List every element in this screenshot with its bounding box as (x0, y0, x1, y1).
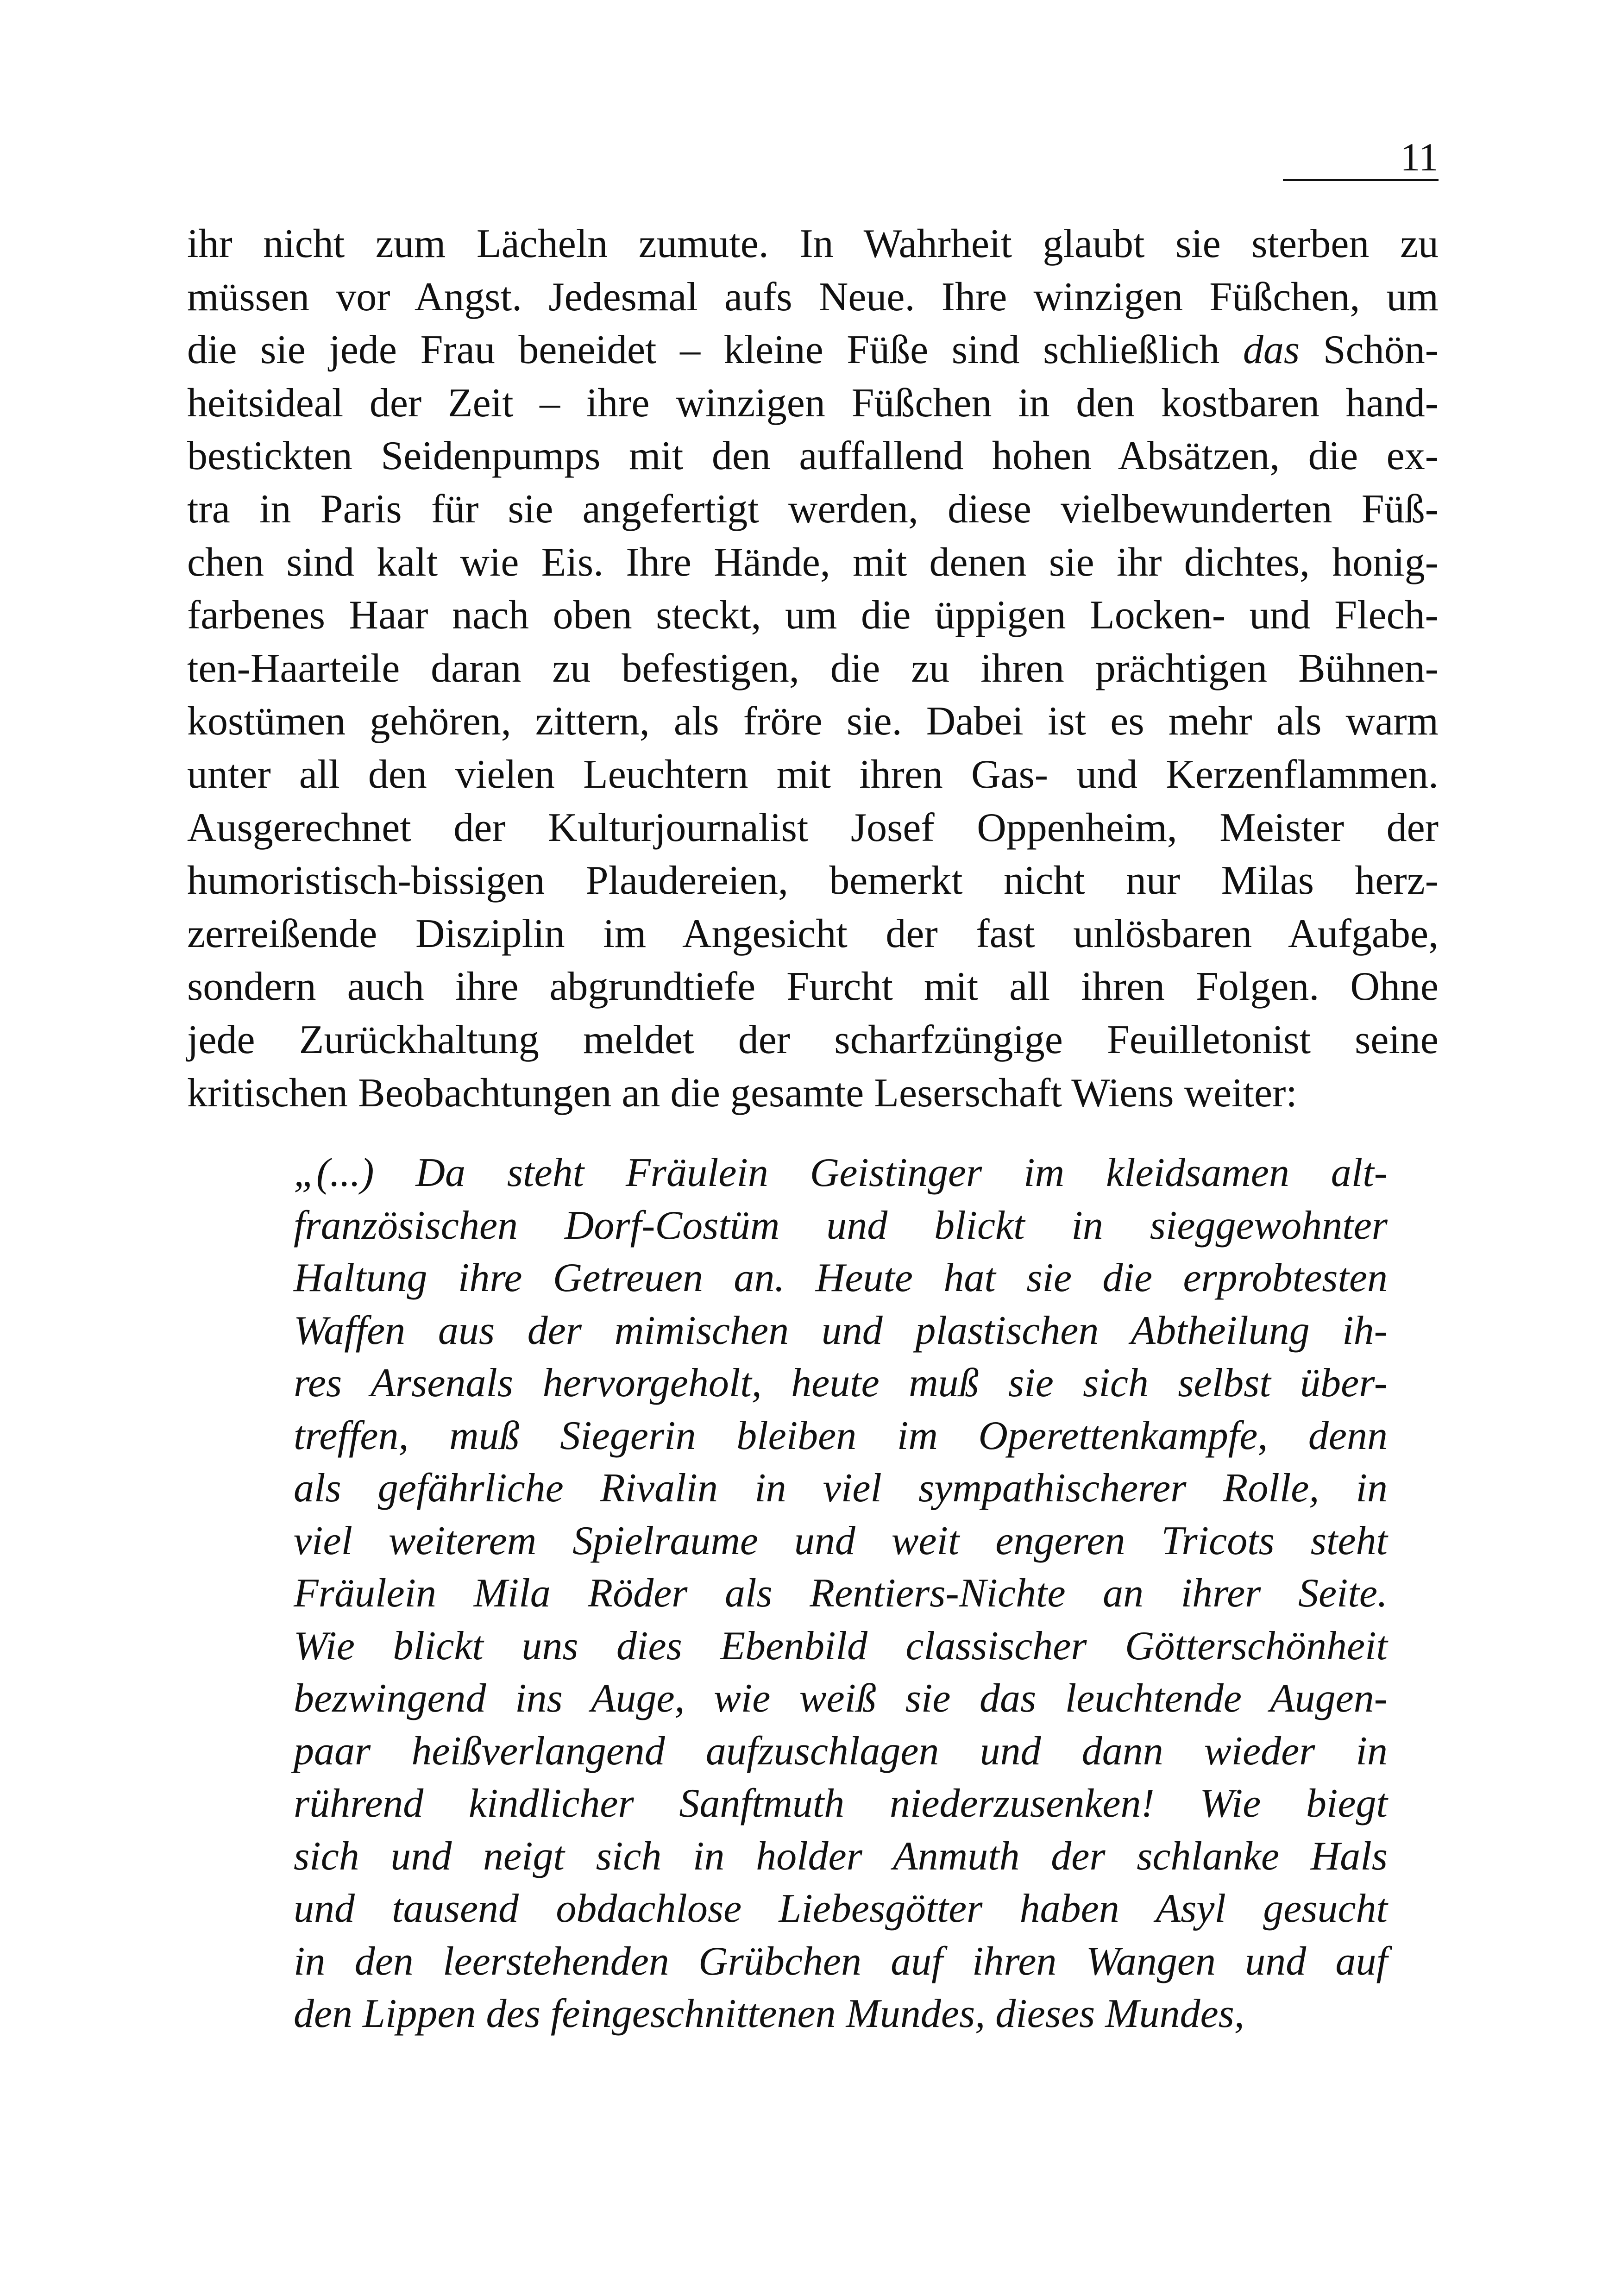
quote-line: Wie blickt uns dies Ebenbild classischer Götterschönheit (294, 1623, 1388, 1669)
body-line: farbenes Haar nach oben steckt, um die üppigen Locken- und Flech- (187, 593, 1439, 638)
body-line: chen sind kalt wie Eis. Ihre Hände, mit denen sie ihr dichtes, honig- (187, 539, 1439, 585)
body-line: kostümen gehören, zittern, als fröre sie. Dabei ist es mehr als warm (187, 699, 1439, 744)
body-line: jede Zurückhaltung meldet der scharfzüngige Feuilletonist seine (187, 1017, 1439, 1062)
page-number: 11 (1400, 135, 1439, 179)
quote-line: rührend kindlicher Sanftmuth niederzusenken! Wie biegt (294, 1781, 1388, 1826)
quote-line: Fräulein Mila Röder als Rentiers-Nichte an ihrer Seite. (294, 1571, 1388, 1616)
quote-line: res Arsenals hervorgeholt, heute muß sie sich selbst über- (294, 1361, 1388, 1405)
page-number-rule (1283, 179, 1439, 181)
body-line: ihr nicht zum Lächeln zumute. In Wahrheit glaubt sie sterben zu (187, 221, 1439, 266)
body-line: müssen vor Angst. Jedesmal aufs Neue. Ihre winzigen Füßchen, um (187, 274, 1439, 320)
body-line-text: Schön- (1300, 327, 1439, 373)
quote-line: bezwingend ins Auge, wie weiß sie das leuchtende Augen- (294, 1676, 1388, 1721)
body-line: unter all den vielen Leuchtern mit ihren Gas- und Kerzenflammen. (187, 752, 1439, 797)
emphasized-word: das (1243, 327, 1300, 373)
quote-line: sich und neigt sich in holder Anmuth der schlanke Hals (294, 1833, 1388, 1879)
quote-line: Haltung ihre Getreuen an. Heute hat sie die erprobtesten (294, 1255, 1388, 1300)
body-line: heitsideal der Zeit – ihre winzigen Füßchen in den kostbaren hand- (187, 380, 1439, 426)
body-line: humoristisch-bissigen Plaudereien, bemerkt nicht nur Milas herz- (187, 858, 1439, 903)
body-line-text: die sie jede Frau beneidet – kleine Füße sind schließlich (187, 327, 1243, 373)
quote-line: paar heißverlangend aufzuschlagen und dann wieder in (294, 1728, 1388, 1774)
body-line: Ausgerechnet der Kulturjournalist Josef Oppenheim, Meister der (187, 805, 1439, 850)
body-line: tra in Paris für sie angefertigt werden, diese vielbewunderten Füß- (187, 486, 1439, 532)
quote-line: als gefährliche Rivalin in viel sympathischerer Rolle, in (294, 1466, 1388, 1511)
block-quote (294, 1147, 1388, 2040)
quote-line: „(...) Da steht Fräulein Geistinger im kleidsamen alt- (294, 1150, 1388, 1195)
body-line: kritischen Beobachtungen an die gesamte Leserschaft Wiens weiter: (187, 1070, 1297, 1116)
quote-line: französischen Dorf-Costüm und blickt in sieggewohnter (294, 1203, 1388, 1248)
body-text (187, 218, 1439, 1120)
quote-line: viel weiterem Spielraume und weit engeren Tricots steht (294, 1518, 1388, 1563)
body-line: sondern auch ihre abgrundtiefe Furcht mit all ihren Folgen. Ohne (187, 964, 1439, 1010)
quote-line: in den leerstehenden Grübchen auf ihren Wangen und auf (294, 1938, 1388, 1984)
quote-line: treffen, muß Siegerin bleiben im Operettenkampfe, denn (294, 1413, 1388, 1458)
body-line: zerreißende Disziplin im Angesicht der fast unlösbaren Aufgabe, (187, 911, 1439, 956)
quote-line: und tausend obdachlose Liebesgötter haben Asyl gesucht (294, 1886, 1388, 1931)
body-line (187, 324, 1439, 377)
quote-line: Waffen aus der mimischen und plastischen Abtheilung ih- (294, 1308, 1388, 1353)
quote-line: den Lippen des feingeschnittenen Mundes, dieses Mundes, (294, 1991, 1244, 2036)
body-line: ten-Haarteile daran zu befestigen, die zu ihren prächtigen Bühnen- (187, 646, 1439, 691)
body-line: bestickten Seidenpumps mit den auffallend hohen Absätzen, die ex- (187, 433, 1439, 479)
